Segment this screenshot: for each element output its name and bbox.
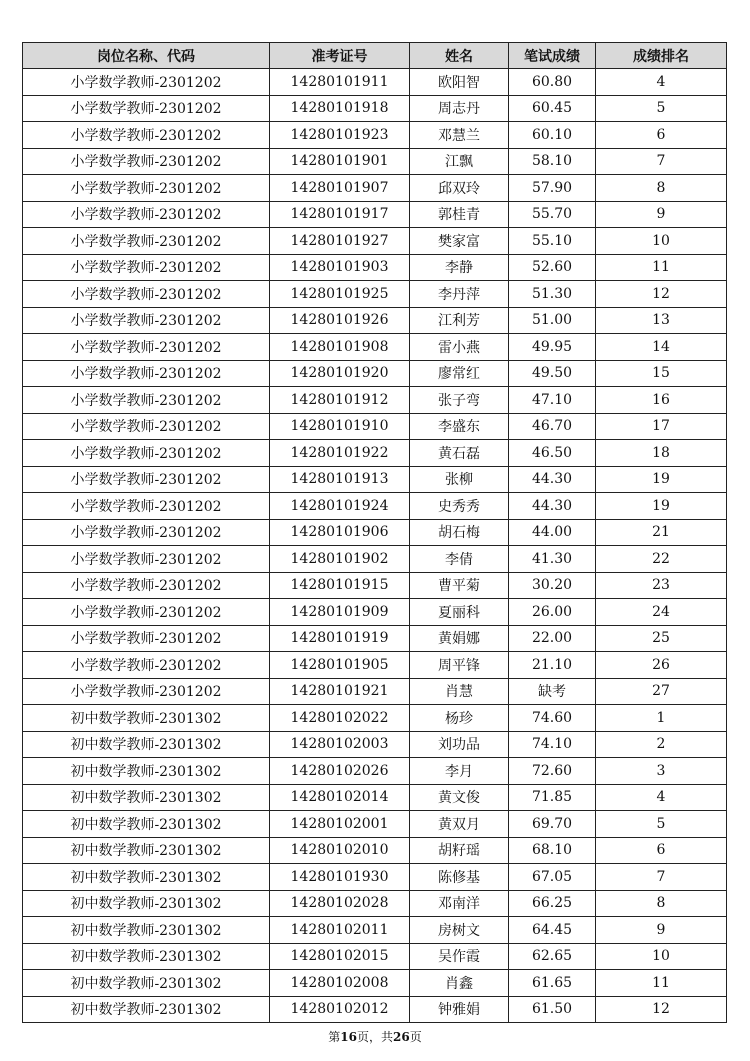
cell-ticket-number: 14280102012 <box>270 996 410 1023</box>
cell-rank: 6 <box>596 122 727 149</box>
cell-written-score: 62.65 <box>509 943 596 970</box>
table-row <box>23 466 727 493</box>
table-row <box>23 360 727 387</box>
cell-name: 黄娟娜 <box>410 625 509 652</box>
table-row <box>23 599 727 626</box>
cell-position: 小学数学教师-2301202 <box>23 175 270 202</box>
cell-written-score: 74.60 <box>509 705 596 732</box>
cell-rank: 7 <box>596 864 727 891</box>
cell-name: 黄文俊 <box>410 784 509 811</box>
cell-rank: 10 <box>596 228 727 255</box>
cell-written-score: 41.30 <box>509 546 596 573</box>
cell-name: 邓南洋 <box>410 890 509 917</box>
cell-ticket-number: 14280102014 <box>270 784 410 811</box>
table-row <box>23 493 727 520</box>
cell-rank: 24 <box>596 599 727 626</box>
cell-written-score: 22.00 <box>509 625 596 652</box>
cell-rank: 15 <box>596 360 727 387</box>
cell-position: 小学数学教师-2301202 <box>23 228 270 255</box>
cell-ticket-number: 14280102026 <box>270 758 410 785</box>
cell-rank: 22 <box>596 546 727 573</box>
cell-position: 初中数学教师-2301302 <box>23 784 270 811</box>
cell-ticket-number: 14280101905 <box>270 652 410 679</box>
header-written-score: 笔试成绩 <box>509 43 596 69</box>
cell-written-score: 44.00 <box>509 519 596 546</box>
cell-position: 小学数学教师-2301202 <box>23 281 270 308</box>
cell-ticket-number: 14280101912 <box>270 387 410 414</box>
cell-name: 黄双月 <box>410 811 509 838</box>
cell-name: 郭桂青 <box>410 201 509 228</box>
cell-position: 初中数学教师-2301302 <box>23 705 270 732</box>
cell-name: 周志丹 <box>410 95 509 122</box>
cell-name: 黄石磊 <box>410 440 509 467</box>
cell-ticket-number: 14280101919 <box>270 625 410 652</box>
cell-ticket-number: 14280101926 <box>270 307 410 334</box>
cell-position: 初中数学教师-2301302 <box>23 731 270 758</box>
cell-written-score: 44.30 <box>509 466 596 493</box>
table-row <box>23 943 727 970</box>
cell-written-score: 44.30 <box>509 493 596 520</box>
cell-position: 小学数学教师-2301202 <box>23 122 270 149</box>
cell-rank: 8 <box>596 890 727 917</box>
table-row <box>23 996 727 1023</box>
cell-name: 邱双玲 <box>410 175 509 202</box>
table-row <box>23 413 727 440</box>
cell-written-score: 55.70 <box>509 201 596 228</box>
cell-rank: 7 <box>596 148 727 175</box>
cell-position: 小学数学教师-2301202 <box>23 599 270 626</box>
cell-rank: 23 <box>596 572 727 599</box>
table-row <box>23 440 727 467</box>
score-table-container <box>22 42 726 1023</box>
cell-ticket-number: 14280101906 <box>270 519 410 546</box>
cell-name: 曹平菊 <box>410 572 509 599</box>
table-row <box>23 95 727 122</box>
cell-written-score: 61.65 <box>509 970 596 997</box>
cell-name: 肖鑫 <box>410 970 509 997</box>
cell-ticket-number: 14280101908 <box>270 334 410 361</box>
table-row <box>23 148 727 175</box>
cell-written-score: 57.90 <box>509 175 596 202</box>
cell-ticket-number: 14280102015 <box>270 943 410 970</box>
cell-position: 初中数学教师-2301302 <box>23 917 270 944</box>
cell-ticket-number: 14280101902 <box>270 546 410 573</box>
cell-written-score: 60.80 <box>509 69 596 96</box>
cell-position: 小学数学教师-2301202 <box>23 69 270 96</box>
cell-rank: 21 <box>596 519 727 546</box>
table-row <box>23 652 727 679</box>
cell-position: 初中数学教师-2301302 <box>23 890 270 917</box>
cell-position: 小学数学教师-2301202 <box>23 95 270 122</box>
table-row <box>23 307 727 334</box>
cell-position: 小学数学教师-2301202 <box>23 652 270 679</box>
table-row <box>23 175 727 202</box>
cell-rank: 5 <box>596 95 727 122</box>
table-row <box>23 864 727 891</box>
cell-ticket-number: 14280101910 <box>270 413 410 440</box>
table-row <box>23 122 727 149</box>
cell-position: 小学数学教师-2301202 <box>23 678 270 705</box>
cell-position: 初中数学教师-2301302 <box>23 996 270 1023</box>
cell-rank: 9 <box>596 201 727 228</box>
footer-middle: 页，共 <box>356 1030 393 1044</box>
cell-rank: 6 <box>596 837 727 864</box>
cell-position: 初中数学教师-2301302 <box>23 811 270 838</box>
cell-ticket-number: 14280101927 <box>270 228 410 255</box>
cell-position: 小学数学教师-2301202 <box>23 440 270 467</box>
table-row <box>23 970 727 997</box>
cell-rank: 11 <box>596 970 727 997</box>
cell-position: 小学数学教师-2301202 <box>23 360 270 387</box>
footer-total-pages: 26 <box>393 1030 410 1044</box>
cell-position: 小学数学教师-2301202 <box>23 334 270 361</box>
cell-name: 李静 <box>410 254 509 281</box>
cell-ticket-number: 14280101922 <box>270 440 410 467</box>
cell-ticket-number: 14280101925 <box>270 281 410 308</box>
cell-name: 陈修基 <box>410 864 509 891</box>
cell-name: 李丹萍 <box>410 281 509 308</box>
cell-ticket-number: 14280101907 <box>270 175 410 202</box>
cell-name: 周平锋 <box>410 652 509 679</box>
cell-written-score: 64.45 <box>509 917 596 944</box>
cell-ticket-number: 14280101913 <box>270 466 410 493</box>
cell-rank: 17 <box>596 413 727 440</box>
cell-position: 初中数学教师-2301302 <box>23 864 270 891</box>
cell-rank: 27 <box>596 678 727 705</box>
cell-written-score: 49.95 <box>509 334 596 361</box>
cell-written-score: 46.70 <box>509 413 596 440</box>
cell-ticket-number: 14280101930 <box>270 864 410 891</box>
cell-written-score: 46.50 <box>509 440 596 467</box>
cell-position: 小学数学教师-2301202 <box>23 572 270 599</box>
cell-written-score: 66.25 <box>509 890 596 917</box>
cell-position: 小学数学教师-2301202 <box>23 387 270 414</box>
cell-written-score: 30.20 <box>509 572 596 599</box>
cell-name: 江利芳 <box>410 307 509 334</box>
cell-name: 胡石梅 <box>410 519 509 546</box>
table-row <box>23 254 727 281</box>
cell-ticket-number: 14280102028 <box>270 890 410 917</box>
cell-name: 胡籽瑶 <box>410 837 509 864</box>
cell-rank: 12 <box>596 996 727 1023</box>
cell-position: 初中数学教师-2301302 <box>23 970 270 997</box>
score-table <box>22 42 727 1023</box>
cell-position: 初中数学教师-2301302 <box>23 758 270 785</box>
cell-rank: 4 <box>596 784 727 811</box>
cell-written-score: 26.00 <box>509 599 596 626</box>
cell-ticket-number: 14280101917 <box>270 201 410 228</box>
cell-ticket-number: 14280101918 <box>270 95 410 122</box>
cell-ticket-number: 14280101920 <box>270 360 410 387</box>
cell-name: 杨珍 <box>410 705 509 732</box>
cell-name: 雷小燕 <box>410 334 509 361</box>
cell-position: 小学数学教师-2301202 <box>23 201 270 228</box>
table-row <box>23 625 727 652</box>
cell-name: 史秀秀 <box>410 493 509 520</box>
cell-name: 房树文 <box>410 917 509 944</box>
cell-rank: 19 <box>596 466 727 493</box>
table-row <box>23 837 727 864</box>
cell-position: 小学数学教师-2301202 <box>23 546 270 573</box>
cell-ticket-number: 14280102010 <box>270 837 410 864</box>
header-rank: 成绩排名 <box>596 43 727 69</box>
cell-written-score: 58.10 <box>509 148 596 175</box>
table-row <box>23 784 727 811</box>
table-row <box>23 69 727 96</box>
cell-ticket-number: 14280101909 <box>270 599 410 626</box>
cell-name: 吴作霞 <box>410 943 509 970</box>
cell-rank: 1 <box>596 705 727 732</box>
cell-rank: 9 <box>596 917 727 944</box>
cell-ticket-number: 14280102022 <box>270 705 410 732</box>
cell-ticket-number: 14280102008 <box>270 970 410 997</box>
cell-name: 廖常红 <box>410 360 509 387</box>
cell-position: 小学数学教师-2301202 <box>23 413 270 440</box>
table-row <box>23 546 727 573</box>
cell-written-score: 47.10 <box>509 387 596 414</box>
cell-ticket-number: 14280101915 <box>270 572 410 599</box>
cell-rank: 3 <box>596 758 727 785</box>
footer-prefix: 第 <box>328 1030 341 1044</box>
cell-rank: 18 <box>596 440 727 467</box>
cell-written-score: 61.50 <box>509 996 596 1023</box>
cell-position: 初中数学教师-2301302 <box>23 943 270 970</box>
cell-ticket-number: 14280101923 <box>270 122 410 149</box>
cell-ticket-number: 14280101911 <box>270 69 410 96</box>
cell-rank: 10 <box>596 943 727 970</box>
table-row <box>23 228 727 255</box>
cell-rank: 2 <box>596 731 727 758</box>
table-row <box>23 678 727 705</box>
header-position: 岗位名称、代码 <box>23 43 270 69</box>
cell-written-score: 72.60 <box>509 758 596 785</box>
cell-written-score: 71.85 <box>509 784 596 811</box>
cell-rank: 25 <box>596 625 727 652</box>
cell-name: 江飘 <box>410 148 509 175</box>
cell-ticket-number: 14280101921 <box>270 678 410 705</box>
cell-rank: 26 <box>596 652 727 679</box>
cell-rank: 8 <box>596 175 727 202</box>
cell-name: 李月 <box>410 758 509 785</box>
cell-ticket-number: 14280102011 <box>270 917 410 944</box>
cell-ticket-number: 14280101924 <box>270 493 410 520</box>
cell-name: 钟雅娟 <box>410 996 509 1023</box>
cell-rank: 16 <box>596 387 727 414</box>
table-row <box>23 281 727 308</box>
cell-written-score: 51.30 <box>509 281 596 308</box>
cell-rank: 5 <box>596 811 727 838</box>
cell-name: 樊家富 <box>410 228 509 255</box>
cell-ticket-number: 14280101903 <box>270 254 410 281</box>
cell-position: 小学数学教师-2301202 <box>23 625 270 652</box>
header-name: 姓名 <box>410 43 509 69</box>
table-body <box>23 69 727 1023</box>
cell-position: 小学数学教师-2301202 <box>23 148 270 175</box>
table-row <box>23 890 727 917</box>
cell-name: 夏丽科 <box>410 599 509 626</box>
table-row <box>23 705 727 732</box>
cell-position: 小学数学教师-2301202 <box>23 493 270 520</box>
cell-position: 小学数学教师-2301202 <box>23 307 270 334</box>
cell-written-score: 49.50 <box>509 360 596 387</box>
table-row <box>23 811 727 838</box>
cell-rank: 14 <box>596 334 727 361</box>
cell-name: 肖慧 <box>410 678 509 705</box>
cell-written-score: 21.10 <box>509 652 596 679</box>
cell-written-score: 74.10 <box>509 731 596 758</box>
table-header-row <box>23 43 727 69</box>
cell-name: 李倩 <box>410 546 509 573</box>
cell-written-score: 68.10 <box>509 837 596 864</box>
cell-written-score: 55.10 <box>509 228 596 255</box>
cell-position: 小学数学教师-2301202 <box>23 254 270 281</box>
cell-name: 欧阳智 <box>410 69 509 96</box>
table-row <box>23 731 727 758</box>
cell-name: 李盛东 <box>410 413 509 440</box>
cell-rank: 12 <box>596 281 727 308</box>
cell-written-score: 67.05 <box>509 864 596 891</box>
cell-written-score: 51.00 <box>509 307 596 334</box>
footer-suffix: 页 <box>409 1030 422 1044</box>
cell-ticket-number: 14280102001 <box>270 811 410 838</box>
table-row <box>23 334 727 361</box>
cell-position: 初中数学教师-2301302 <box>23 837 270 864</box>
cell-written-score: 69.70 <box>509 811 596 838</box>
cell-written-score: 52.60 <box>509 254 596 281</box>
footer-page-number: 16 <box>340 1030 357 1044</box>
cell-rank: 11 <box>596 254 727 281</box>
table-row <box>23 572 727 599</box>
table-row <box>23 917 727 944</box>
cell-ticket-number: 14280101901 <box>270 148 410 175</box>
table-row <box>23 201 727 228</box>
cell-written-score: 60.45 <box>509 95 596 122</box>
header-ticket-number: 准考证号 <box>270 43 410 69</box>
table-row <box>23 387 727 414</box>
cell-rank: 19 <box>596 493 727 520</box>
cell-name: 邓慧兰 <box>410 122 509 149</box>
cell-rank: 13 <box>596 307 727 334</box>
cell-name: 刘功品 <box>410 731 509 758</box>
cell-written-score: 60.10 <box>509 122 596 149</box>
table-row <box>23 758 727 785</box>
cell-position: 小学数学教师-2301202 <box>23 519 270 546</box>
cell-ticket-number: 14280102003 <box>270 731 410 758</box>
cell-written-score: 缺考 <box>509 678 596 705</box>
table-row <box>23 519 727 546</box>
cell-name: 张柳 <box>410 466 509 493</box>
cell-position: 小学数学教师-2301202 <box>23 466 270 493</box>
cell-name: 张子弯 <box>410 387 509 414</box>
page-footer <box>0 1028 750 1045</box>
cell-rank: 4 <box>596 69 727 96</box>
